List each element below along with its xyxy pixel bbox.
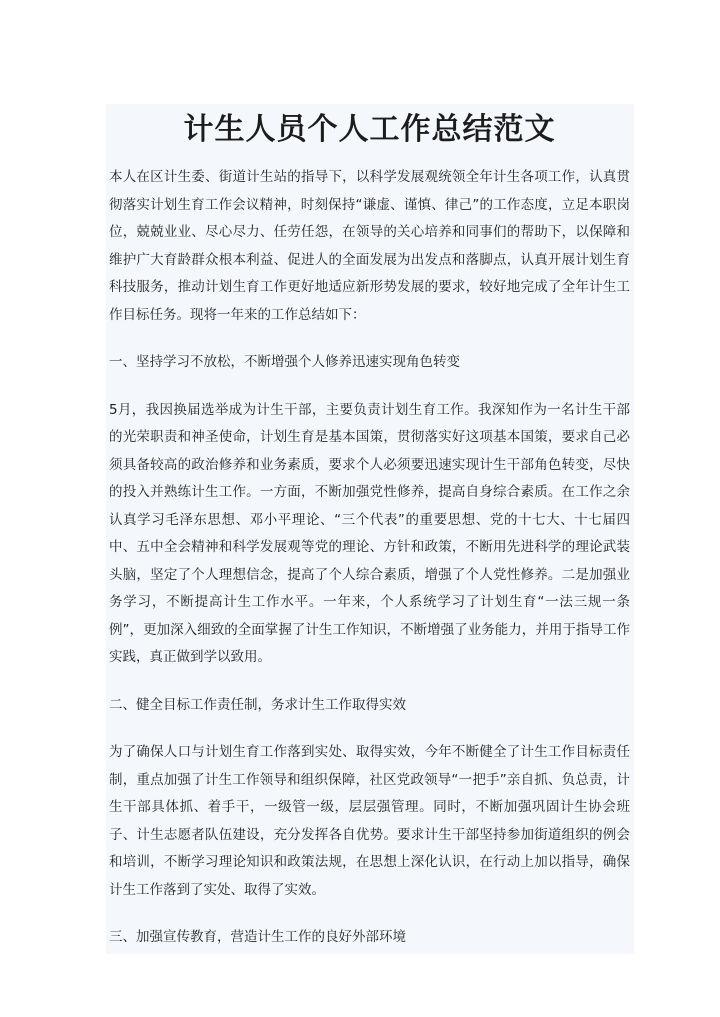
- intro-paragraph: 本人在区计生委、街道计生站的指导下，以科学发展观统领全年计生各项工作，认真贯彻落实计划生育工作会议精神，时刻保持“谦虚、谨慎、律己”的工作态度，立足本职岗位，兢兢业业、尽心尽力、任劳任怨，在领导的关心培养和同事们的帮助下，以保障和维护广大育龄群众根本利益、促进人的全面发展为出发点和落脚点，认真开展计划生育科技服务，推动计划生育工作更好地适应新形势发展的要求，较好地完成了全年计生工作目标任务。现将一年来的工作总结如下：: [109, 169, 630, 323]
- spacer: [109, 672, 630, 692]
- section-body-2: 为了确保人口与计划生育工作落到实处、取得实效，今年不断健全了计生工作目标责任制，重点加强了计生工作领导和组织保障，社区党政领导“一把手”亲自抓、负总责，计生干部具体抓、着手干，一级管一级，层层强管理。同时，不断加强巩固计生协会班子、计生志愿者队伍建设，充分发挥各自优势。要求计生干部坚持参加街道组织的例会和培训，不断学习理论知识和政策法规，在思想上深化认识，在行动上加以指导，确保计生工作落到了实处、取得了实效。: [109, 744, 630, 898]
- section-body-1: 5月，我因换届选举成为计生干部，主要负责计划生育工作。我深知作为一名计生干部的光荣职责和神圣使命，计划生育是基本国策，贯彻落实好这项基本国策，要求自己必须具备较高的政治修养和业务素质，要求个人必须要迅速实现计生干部角色转变，尽快的投入并熟练计生工作。一方面，不断加强党性修养，提高自身综合素质。在工作之余认真学习毛泽东思想、邓小平理论、“三个代表”的重要思想、党的十七大、十七届四中、五中全会精神和科学发展观等党的理论、方针和政策，不断用先进科学的理论武装头脑，坚定了个人理想信念，提高了个人综合素质，增强了个人党性修养。二是加强业务学习，不断提高计生工作水平。一年来，个人系统学习了计划生育“一法三规一条例”，更加深入细致的全面掌握了计生工作知识，不断增强了业务能力，并用于指导工作实践，真正做到学以致用。: [109, 401, 630, 665]
- document-title: 计生人员个人工作总结范文: [183, 112, 556, 147]
- spacer: [109, 904, 630, 924]
- spacer: [109, 377, 630, 397]
- section-heading-2: 二、健全目标工作责任制，务求计生工作取得实效: [109, 696, 406, 713]
- section-heading-3: 三、加强宣传教育，营造计生工作的良好外部环境: [109, 929, 406, 945]
- document-page: [106, 104, 634, 954]
- spacer: [109, 719, 630, 739]
- section-heading-1: 一、坚持学习不放松，不断增强个人修养迅速实现角色转变: [109, 354, 460, 370]
- spacer: [109, 329, 630, 349]
